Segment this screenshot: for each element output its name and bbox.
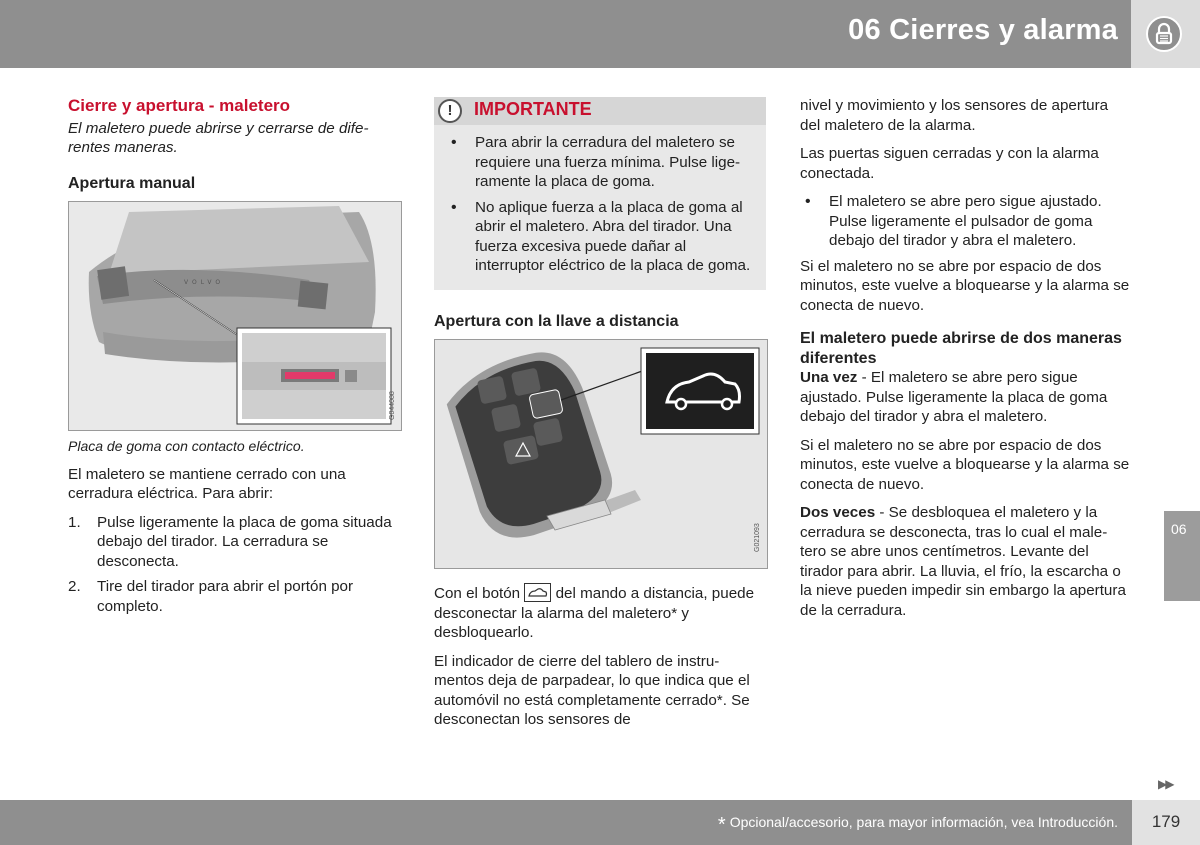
paragraph: Con el botón del mando a distancia, puede desconectar la alarma del maletero* y desbloquearlo. <box>434 585 755 641</box>
list-item: 1. Pulse ligeramente la placa de goma situada debajo del tirador. La cerradura se desconecta. <box>68 513 392 570</box>
paragraph: El indicador de cierre del tablero de instru- mentos deja de parpadear, lo que indica que el automóvil no está completamente cerrado*. Se desconectan los sensores de <box>434 652 750 728</box>
list-item: • El maletero se abre pero sigue ajustado. Pulse ligeramente el pulsador de goma debajo del tirador y abra el maletero. <box>800 192 1132 251</box>
svg-text:VOLVO: VOLVO <box>184 279 225 286</box>
important-list <box>446 133 756 276</box>
important-header <box>434 97 766 125</box>
page-header <box>0 0 1200 68</box>
column-2 <box>434 97 766 739</box>
section-intro: El maletero puede abrirse y cerrarse de dife- rentes maneras. <box>68 119 369 156</box>
subheading-manual-opening: Apertura manual <box>68 174 196 192</box>
column-3 <box>800 96 1132 629</box>
paragraph: Si el maletero no se abre por espacio de dos minutos, este vuelve a bloquearse y la alarma se conecta de nuevo. <box>800 436 1130 493</box>
paragraph: Las puertas siguen cerradas y con la alarma conectada. <box>800 145 1099 182</box>
page-number-box <box>1132 800 1200 845</box>
list-item: • Para abrir la cerradura del maletero se requiere una fuerza mínima. Pulse lige- ramente la placa de goma. <box>446 133 756 192</box>
steps-list <box>68 513 402 617</box>
section-heading: Cierre y apertura - maletero <box>68 96 291 115</box>
paragraph: nivel y movimiento y los sensores de apertura del maletero de la alarma. <box>800 97 1109 134</box>
warning-icon: ! <box>438 99 462 123</box>
column-1 <box>68 96 402 622</box>
figure-code: G044088 <box>389 391 396 420</box>
important-box <box>434 97 766 290</box>
trunk-illustration <box>68 201 402 431</box>
list-item: • No aplique fuerza a la placa de goma al abrir el maletero. Abra del tirador. Una fuerza excesiva puede dañar al interruptor eléctrico de la placa de goma. <box>446 198 756 276</box>
page-footer <box>0 800 1132 845</box>
important-title: IMPORTANTE <box>474 99 592 119</box>
page-number: 179 <box>1151 812 1181 831</box>
paragraph-once: Una vez - El maletero se abre pero sigue ajustado. Pulse ligeramente la placa de goma debajo del tirador y abra el maletero. <box>800 369 1108 425</box>
footer-note: * Opcional/accesorio, para mayor información, vea Introducción. <box>717 814 1118 836</box>
chapter-side-tab: 06 <box>1164 511 1200 601</box>
bullet-list <box>800 192 1132 251</box>
subheading-remote-opening: Apertura con la llave a distancia <box>434 312 679 330</box>
trunk-button-icon <box>524 583 551 602</box>
paragraph: El maletero se mantiene cerrado con una cerradura eléctrica. Para abrir: <box>68 465 346 502</box>
list-item: 2. Tire del tirador para abrir el portón por completo. <box>68 578 354 615</box>
remote-key-illustration <box>434 339 768 569</box>
paragraph-twice: Dos veces - Se desbloquea el maletero y la cerradura se desconecta, tras lo cual el male- tero se abre unos centímetros. Levante del tirador para abrir. La lluvia, el frío, la escarcha o la nieve pueden impedir sin embargo la apertura de la cerradura. <box>800 504 1126 619</box>
lock-icon <box>1146 16 1182 52</box>
chapter-title: 06 Cierres y alarma <box>848 14 1118 46</box>
figure-code: G021093 <box>754 523 761 552</box>
figure-caption: Placa de goma con contacto eléctrico. <box>68 438 305 454</box>
subheading-two-ways: El maletero puede abrirse de dos maneras diferentes <box>800 330 1122 367</box>
next-page-icon: ▶▶ <box>1158 777 1173 791</box>
paragraph: Si el maletero no se abre por espacio de dos minutos, este vuelve a bloquearse y la alarma se conecta de nuevo. <box>800 257 1130 314</box>
